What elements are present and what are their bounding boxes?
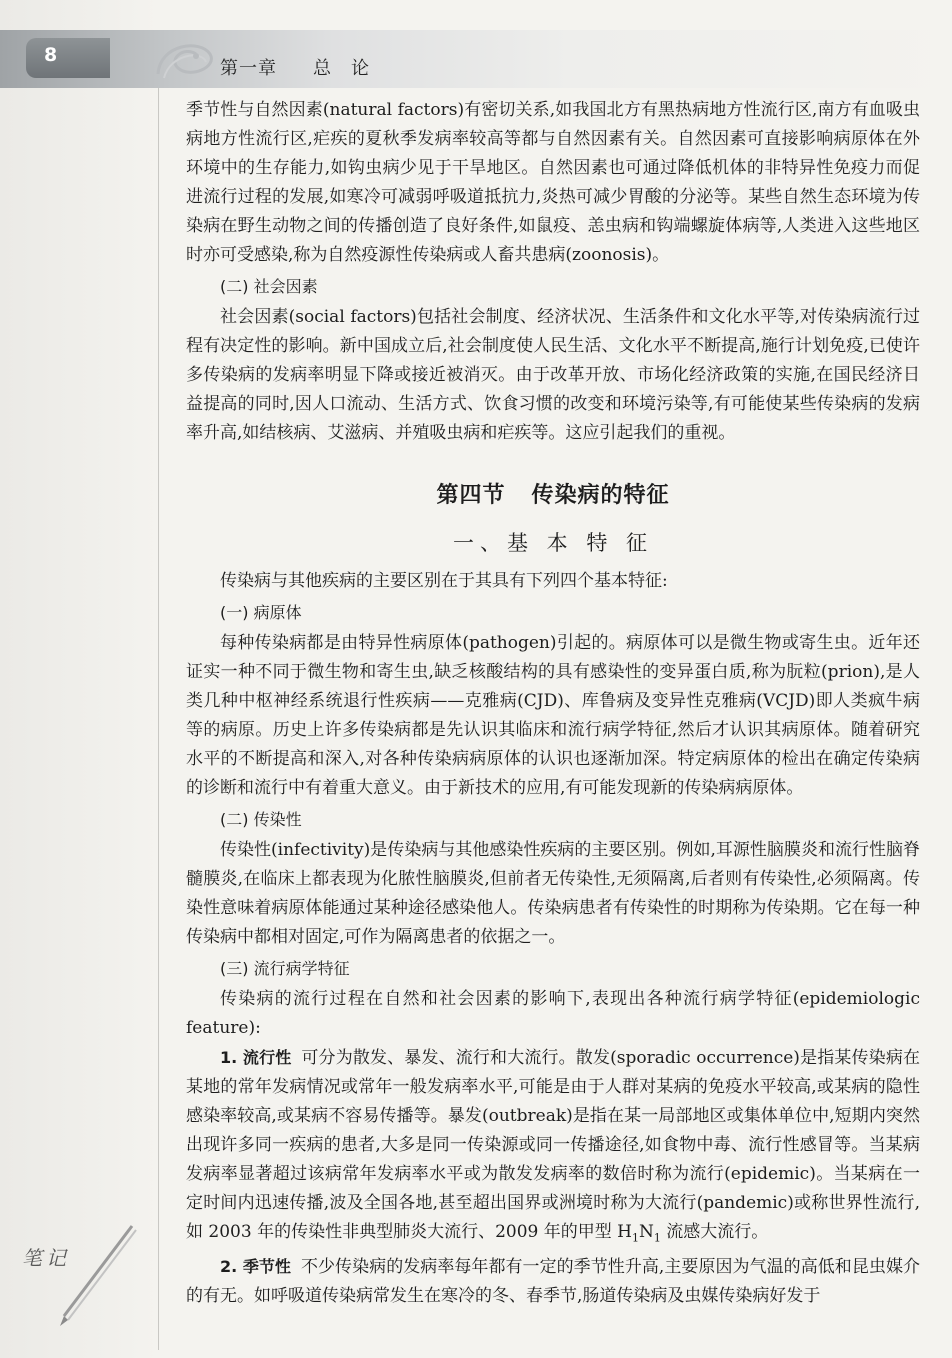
heading-pathogen: (一) 病原体 [220,603,302,622]
heading-social-factors: (二) 社会因素 [220,277,318,296]
section-number: 第四节 [436,483,506,508]
heading-epidemiologic-features: (三) 流行病学特征 [220,959,350,978]
section-title [186,478,920,509]
run-in-seasonal: 2. 季节性 [220,1257,291,1277]
paragraph-seasonal [186,1252,920,1311]
paragraph-infectivity: 传染性(infectivity)是传染病与其他感染性疾病的主要区别。例如,耳源性脑膜炎和流行性脑脊髓膜炎,在临床上都表现为化脓性脑膜炎,但前者无传染性,无须隔离,后者则有传染性,必须隔离。传染性意味着病原体能通过某种途径感染他人。传染病患者有传染性的时期称为传染期。它在每一种传染病中都相对固定,可作为隔离患者的依据之一。 [186,840,920,947]
flu-h-subscript: 1 [631,1231,639,1245]
page-content [186,96,920,1311]
seasonal-text: 不少传染病的发病率每年都有一定的季节性升高,主要原因为气温的高低和昆虫媒介的有无。如呼吸道传染病常发生在寒冷的冬、春季节,肠道传染病及虫媒传染病好发于 [186,1257,920,1307]
paragraph-pathogen: 每种传染病都是由特异性病原体(pathogen)引起的。病原体可以是微生物或寄生虫。近年还证实一种不同于微生物和寄生虫,缺乏核酸结构的具有感染性的变异蛋白质,称为朊粒(prion),是人类几种中枢神经系统退行性疾病——克雅病(CJD)、库鲁病及变异性克雅病(VCJD)即人类疯牛病等的病原。历史上许多传染病都是先认识其临床和流行病学特征,然后才认识其病原体。随着研究水平的不断提高和深入,对各种传染病病原体的认识也逐渐加深。特定病原体的检出在确定传染病的诊断和流行中有着重大意义。由于新技术的应用,有可能发现新的传染病病原体。 [186,633,920,798]
sub-section-title: 一、基 本 特 征 [452,531,654,555]
pen-icon [50,1220,140,1330]
run-in-epidemic: 1. 流行性 [220,1048,292,1067]
chapter-title [220,54,370,80]
header-band [0,30,952,88]
swirl-ornament-icon [150,34,220,84]
paragraph-natural-factors: 季节性与自然因素(natural factors)有密切关系,如我国北方有黑热病地方性流行区,南方有血吸虫病地方性流行区,疟疾的夏秋季发病率较高等都与自然因素有关。自然因素可直接影响病原体在外环境中的生存能力,如钩虫病少见于干旱地区。自然因素也可通过降低机体的非特异性免疫力而促进流行过程的发展,如寒冷可减弱呼吸道抵抗力,炎热可减少胃酸的分泌等。某些自然生态环境为传染病在野生动物之间的传播创造了良好条件,如鼠疫、恙虫病和钩端螺旋体病等,人类进入这些地区时亦可受感染,称为自然疫源性传染病或人畜共患病(zoonosis)。 [186,100,920,265]
page-number-tab [26,38,110,78]
margin-column [0,0,158,1358]
chapter-label: 第一章 [220,58,277,79]
epidemic-text-end: 流感大流行。 [660,1222,769,1242]
paragraph-epidemiologic-intro: 传染病的流行过程在自然和社会因素的影响下,表现出各种流行病学特征(epidemiologic feature): [186,989,920,1038]
chapter-name: 总 论 [313,58,370,79]
section-name: 传染病的特征 [531,483,670,508]
paragraph-epidemic [186,1043,920,1252]
page-number: 8 [44,44,58,66]
paragraph-social-factors: 社会因素(social factors)包括社会制度、经济状况、生活条件和文化水平等,对传染病流行过程有决定性的影响。新中国成立后,社会制度使人民生活、文化水平不断提高,施行计划免疫,已使许多传染病的发病率明显下降或接近被消灭。由于改革开放、市场化经济政策的实施,在国民经济日益提高的同时,因人口流动、生活方式、饮食习惯的改变和环境污染等,有可能使某些传染病的发病率升高,如结核病、艾滋病、并殖吸虫病和疟疾等。这应引起我们的重视。 [186,307,920,443]
epidemic-text: 可分为散发、暴发、流行和大流行。散发(sporadic occurrence)是指某传染病在某地的常年发病情况或常年一般发病率水平,可能是由于人群对某病的免疫水平较高,或某病的隐性感染率较高,或某病不容易传播等。暴发(outbreak)是指在某一局部地区或集体单位中,短期内突然出现许多同一疾病的患者,大多是同一传染源或同一传播途径,如食物中毒、流行性感冒等。当某病发病率显著超过该病常年发病率水平或为散发发病率的数倍时称为流行(epidemic)。当某病在一定时间内迅速传播,波及全国各地,甚至超出国界或洲境时称为大流行(pandemic)或称世界性流行,如 2003 年的传染性非典型肺炎大流行、2009 年的甲型 H [186,1048,920,1242]
heading-infectivity: (二) 传染性 [220,810,302,829]
margin-rule [158,60,159,1350]
flu-n-subscript: 1 [653,1231,661,1245]
paragraph-intro: 传染病与其他疾病的主要区别在于其具有下列四个基本特征: [220,571,668,591]
notes-label: 笔记 [22,1246,70,1270]
flu-n: N [638,1222,654,1242]
